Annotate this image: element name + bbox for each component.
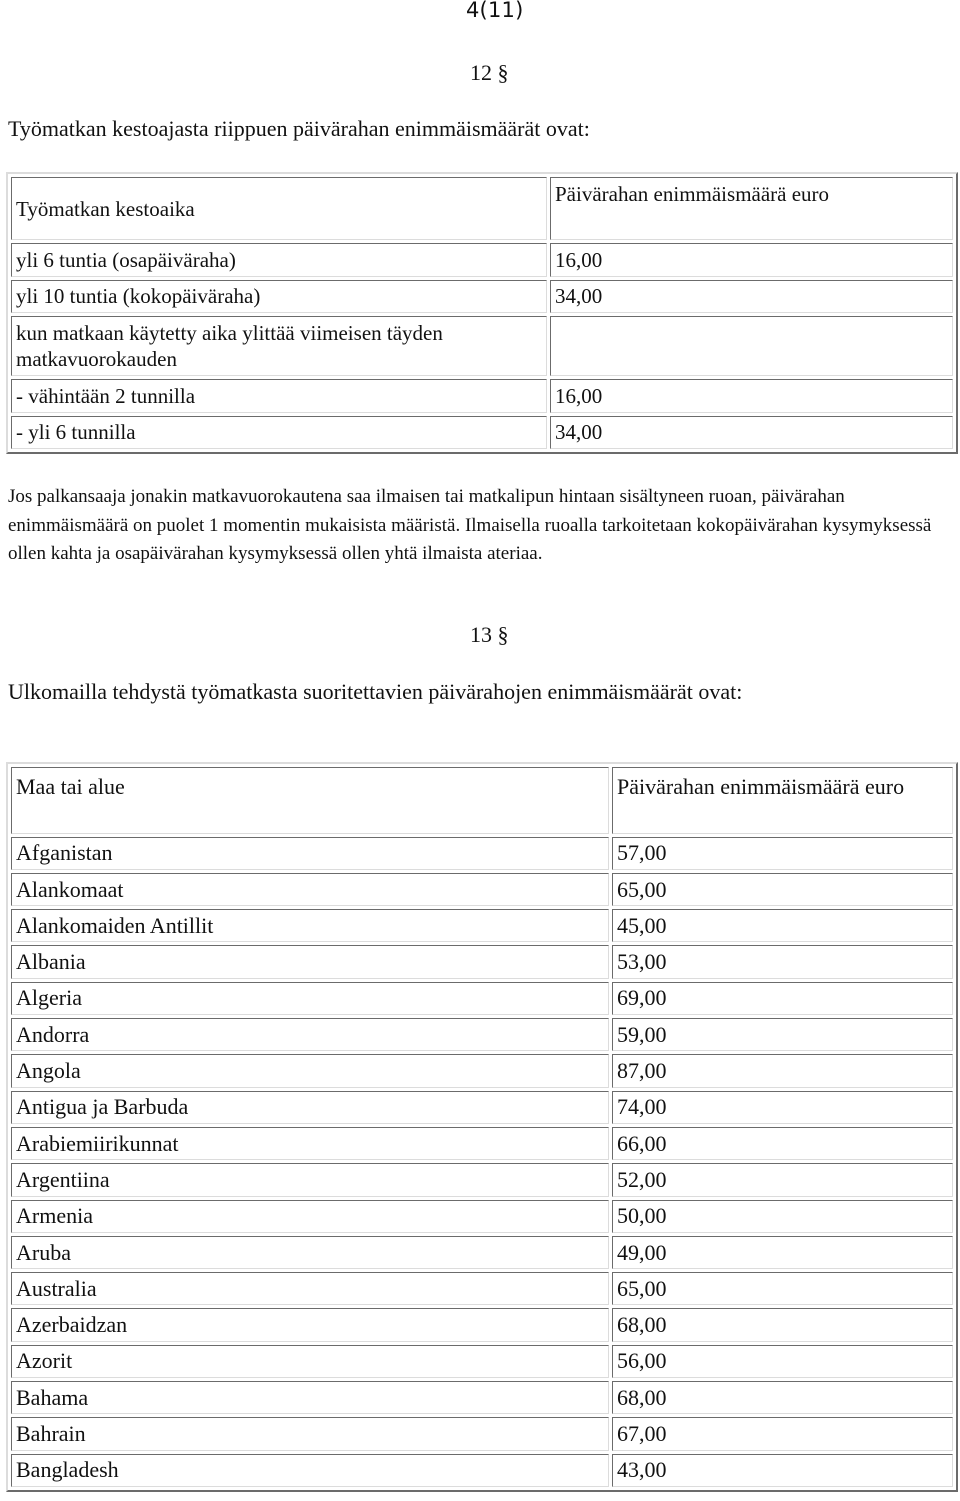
country-cell: Alankomaiden Antillit — [11, 909, 609, 942]
duration-cell: yli 10 tuntia (kokopäiväraha) — [11, 280, 547, 313]
amount-cell: 68,00 — [612, 1308, 953, 1341]
country-cell: Argentiina — [11, 1163, 609, 1196]
table-row — [11, 1054, 953, 1087]
table-row — [11, 243, 953, 276]
country-cell: Albania — [11, 945, 609, 978]
table-row — [11, 1236, 953, 1269]
amount-cell: 87,00 — [612, 1054, 953, 1087]
amount-cell: 45,00 — [612, 909, 953, 942]
table-header-row — [11, 767, 953, 834]
duration-cell: - yli 6 tunnilla — [11, 416, 547, 449]
table-row — [11, 379, 953, 412]
column-header-max-amount: Päivärahan enimmäismäärä euro — [550, 177, 953, 240]
foreign-daily-allowance-table — [6, 762, 958, 1492]
table-row — [11, 1272, 953, 1305]
daily-allowance-duration-table — [6, 172, 958, 454]
table-row — [11, 280, 953, 313]
amount-cell: 49,00 — [612, 1236, 953, 1269]
duration-cell: yli 6 tuntia (osapäiväraha) — [11, 243, 547, 276]
table-row — [11, 316, 953, 376]
amount-cell: 65,00 — [612, 1272, 953, 1305]
country-cell: Bahrain — [11, 1417, 609, 1450]
table-row — [11, 1200, 953, 1233]
amount-cell: 68,00 — [612, 1381, 953, 1414]
amount-cell — [550, 316, 953, 376]
free-meal-paragraph: Jos palkansaaja jonakin matkavuorokautena saa ilmaisen tai matkalipun hintaan sisältyneen ruoan, päivärahan enimmäismäärä on puolet 1 momentin mukaisista määristä. Ilmaisella ruoalla tarkoitetaan kokopäivärahan kysymyksessä ollen kahta ja osapäivärahan kysymyksessä ollen yhtä ilmaista ateriaa. — [8, 486, 932, 565]
country-cell: Azorit — [11, 1345, 609, 1378]
table-row — [11, 1018, 953, 1051]
amount-cell: 65,00 — [612, 873, 953, 906]
amount-cell: 43,00 — [612, 1454, 953, 1487]
amount-cell: 59,00 — [612, 1018, 953, 1051]
country-cell: Aruba — [11, 1236, 609, 1269]
country-cell: Antigua ja Barbuda — [11, 1091, 609, 1124]
table-row — [11, 1417, 953, 1450]
section-12-intro: Työmatkan kestoajasta riippuen päivärahan enimmäismäärät ovat: — [8, 116, 590, 141]
column-header-duration: Työmatkan kestoaika — [11, 177, 547, 240]
table-row — [11, 1091, 953, 1124]
amount-cell: 34,00 — [550, 280, 953, 313]
country-cell: Afganistan — [11, 837, 609, 870]
table-row — [11, 1454, 953, 1487]
country-cell: Armenia — [11, 1200, 609, 1233]
amount-cell: 57,00 — [612, 837, 953, 870]
table-row — [11, 1308, 953, 1341]
duration-cell: - vähintään 2 tunnilla — [11, 379, 547, 412]
amount-cell: 56,00 — [612, 1345, 953, 1378]
table-row — [11, 945, 953, 978]
country-cell: Angola — [11, 1054, 609, 1087]
amount-cell: 16,00 — [550, 379, 953, 412]
amount-cell: 67,00 — [612, 1417, 953, 1450]
section-13-heading: 13 § — [470, 622, 509, 647]
amount-cell: 69,00 — [612, 982, 953, 1015]
section-12-heading: 12 § — [470, 60, 509, 85]
country-cell: Alankomaat — [11, 873, 609, 906]
country-cell: Bahama — [11, 1381, 609, 1414]
table-row — [11, 1127, 953, 1160]
table-row — [11, 982, 953, 1015]
table-row — [11, 873, 953, 906]
amount-cell: 66,00 — [612, 1127, 953, 1160]
table-row — [11, 1345, 953, 1378]
duration-cell: kun matkaan käytetty aika ylittää viimeisen täyden matkavuorokauden — [11, 316, 547, 376]
country-cell: Bangladesh — [11, 1454, 609, 1487]
table-row — [11, 837, 953, 870]
table-row — [11, 416, 953, 449]
table-row — [11, 909, 953, 942]
country-cell: Azerbaidzan — [11, 1308, 609, 1341]
page-number: 4(11) — [466, 0, 524, 22]
section-13-intro: Ulkomailla tehdystä työmatkasta suoritettavien päivärahojen enimmäismäärät ovat: — [8, 679, 743, 704]
table-row — [11, 1381, 953, 1414]
amount-cell: 52,00 — [612, 1163, 953, 1196]
country-cell: Andorra — [11, 1018, 609, 1051]
country-cell: Algeria — [11, 982, 609, 1015]
amount-cell: 34,00 — [550, 416, 953, 449]
amount-cell: 16,00 — [550, 243, 953, 276]
column-header-country: Maa tai alue — [11, 767, 609, 834]
table-row — [11, 1163, 953, 1196]
country-cell: Australia — [11, 1272, 609, 1305]
column-header-max-amount: Päivärahan enimmäismäärä euro — [612, 767, 953, 834]
amount-cell: 74,00 — [612, 1091, 953, 1124]
amount-cell: 53,00 — [612, 945, 953, 978]
table-header-row — [11, 177, 953, 240]
amount-cell: 50,00 — [612, 1200, 953, 1233]
country-cell: Arabiemiirikunnat — [11, 1127, 609, 1160]
